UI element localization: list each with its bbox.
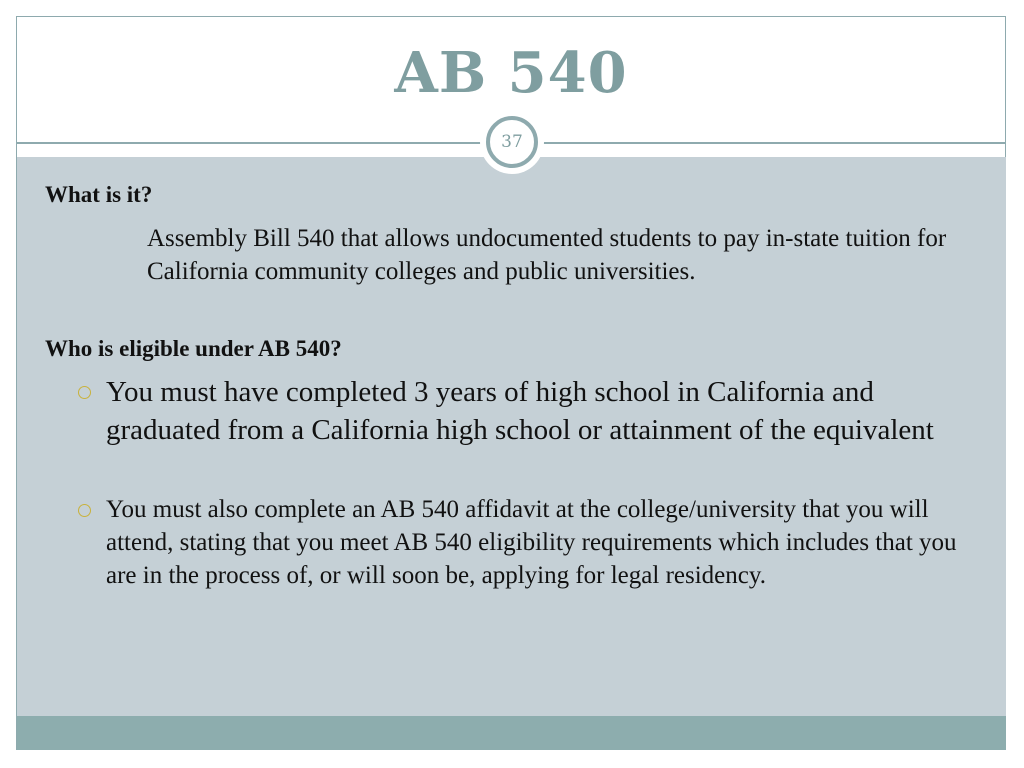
footer-band — [17, 716, 1006, 750]
bullet-text: You must have completed 3 years of high school in California and graduated from a California high school or attainment of the equivalent — [106, 376, 934, 446]
circle-bullet-icon — [78, 386, 91, 399]
section-heading-what: What is it? — [45, 182, 153, 207]
slide-title: AB 540 — [394, 40, 628, 106]
page-number-badge: 37 — [486, 116, 538, 168]
circle-bullet-icon — [78, 504, 91, 517]
section-heading-eligible: Who is eligible under AB 540? — [45, 336, 342, 361]
bullet-text: You must also complete an AB 540 affidavit at the college/university that you will attend, stating that you meet AB 540 eligibility requirements which includes that you are in the process of, or will soon be, applying for legal residency. — [106, 496, 957, 589]
section-body-what: Assembly Bill 540 that allows undocumented students to pay in-state tuition for California community colleges and public universities. — [147, 225, 947, 285]
